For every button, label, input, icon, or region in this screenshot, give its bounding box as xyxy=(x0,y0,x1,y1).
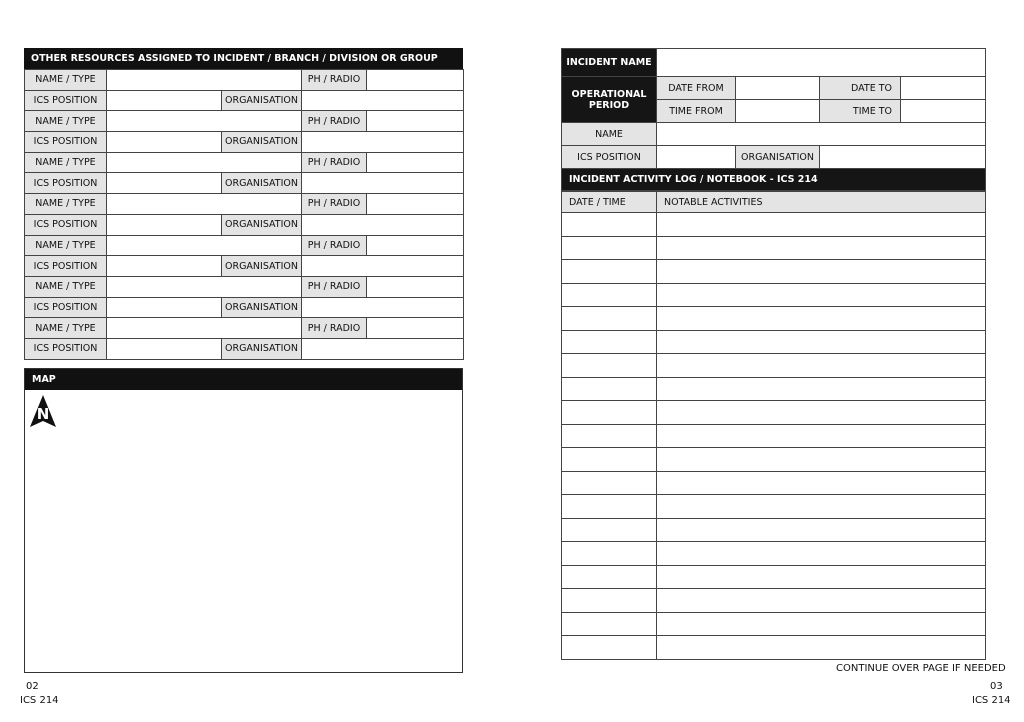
activity-log-row xyxy=(562,260,986,284)
ics-position-field[interactable] xyxy=(657,146,736,169)
ics-position-label: ICS POSITION xyxy=(562,146,657,169)
name-type-label: NAME / TYPE xyxy=(25,318,107,339)
ph-radio-label: PH / RADIO xyxy=(302,111,367,132)
date-time-cell[interactable] xyxy=(562,636,657,660)
organisation-label: ORGANISATION xyxy=(222,132,302,153)
ph-radio-label: PH / RADIO xyxy=(302,318,367,339)
date-time-cell[interactable] xyxy=(562,542,657,566)
notable-activities-cell[interactable] xyxy=(657,401,986,425)
notable-activities-cell[interactable] xyxy=(657,448,986,472)
date-time-cell[interactable] xyxy=(562,518,657,542)
date-time-cell[interactable] xyxy=(562,424,657,448)
resource-name-row xyxy=(25,276,464,297)
organisation-label: ORGANISATION xyxy=(222,338,302,359)
date-time-cell[interactable] xyxy=(562,213,657,237)
name-label: NAME xyxy=(562,123,657,146)
date-time-cell[interactable] xyxy=(562,471,657,495)
right-form-code: ICS 214 xyxy=(972,695,1011,706)
name-type-label: NAME / TYPE xyxy=(25,194,107,215)
ics-position-label: ICS POSITION xyxy=(25,90,107,111)
date-time-cell[interactable] xyxy=(562,401,657,425)
ph-radio-field[interactable] xyxy=(367,152,464,173)
time-from-field[interactable] xyxy=(736,100,820,123)
incident-name-label: INCIDENT NAME xyxy=(562,49,657,77)
notable-activities-cell[interactable] xyxy=(657,471,986,495)
ph-radio-label: PH / RADIO xyxy=(302,276,367,297)
activity-log-row xyxy=(562,401,986,425)
left-page-number: 02 xyxy=(26,681,39,692)
name-type-field[interactable] xyxy=(107,111,302,132)
activity-log-row xyxy=(562,236,986,260)
name-type-label: NAME / TYPE xyxy=(25,70,107,91)
activity-log-title: INCIDENT ACTIVITY LOG / NOTEBOOK - ICS 214 xyxy=(562,169,986,191)
right-page-number: 03 xyxy=(990,681,1003,692)
ics-position-field[interactable] xyxy=(107,256,222,277)
ics-position-label: ICS POSITION xyxy=(25,132,107,153)
name-type-field[interactable] xyxy=(107,194,302,215)
notable-activities-cell[interactable] xyxy=(657,636,986,660)
organisation-field[interactable] xyxy=(820,146,986,169)
ics-position-field[interactable] xyxy=(107,214,222,235)
notable-activities-cell[interactable] xyxy=(657,377,986,401)
organisation-field[interactable] xyxy=(302,256,464,277)
ph-radio-field[interactable] xyxy=(367,194,464,215)
activity-log-row xyxy=(562,495,986,519)
date-to-field[interactable] xyxy=(901,77,986,100)
ph-radio-label: PH / RADIO xyxy=(302,194,367,215)
ph-radio-field[interactable] xyxy=(367,235,464,256)
resource-name-row xyxy=(25,194,464,215)
organisation-label: ORGANISATION xyxy=(222,90,302,111)
name-type-label: NAME / TYPE xyxy=(25,111,107,132)
activity-log-table xyxy=(561,191,986,660)
ics-position-label: ICS POSITION xyxy=(25,256,107,277)
date-time-cell[interactable] xyxy=(562,260,657,284)
organisation-label: ORGANISATION xyxy=(222,173,302,194)
organisation-label: ORGANISATION xyxy=(222,214,302,235)
organisation-label: ORGANISATION xyxy=(222,297,302,318)
activity-log-row xyxy=(562,213,986,237)
map-drawing-area[interactable] xyxy=(25,390,462,672)
organisation-label: ORGANISATION xyxy=(222,256,302,277)
activity-log-row xyxy=(562,542,986,566)
date-time-cell[interactable] xyxy=(562,448,657,472)
name-type-field[interactable] xyxy=(107,70,302,91)
activity-log-row xyxy=(562,518,986,542)
date-time-cell[interactable] xyxy=(562,354,657,378)
ph-radio-label: PH / RADIO xyxy=(302,235,367,256)
activity-log-row xyxy=(562,377,986,401)
date-time-cell[interactable] xyxy=(562,330,657,354)
date-time-cell[interactable] xyxy=(562,589,657,613)
ph-radio-field[interactable] xyxy=(367,276,464,297)
activity-log-row xyxy=(562,424,986,448)
activity-log-row xyxy=(562,283,986,307)
notable-activities-cell[interactable] xyxy=(657,589,986,613)
resource-position-row xyxy=(25,132,464,153)
date-from-label: DATE FROM xyxy=(657,77,736,100)
ph-radio-label: PH / RADIO xyxy=(302,152,367,173)
activity-log-row xyxy=(562,307,986,331)
organisation-field[interactable] xyxy=(302,214,464,235)
activity-log-row xyxy=(562,565,986,589)
ph-radio-field[interactable] xyxy=(367,70,464,91)
ics-position-label: ICS POSITION xyxy=(25,338,107,359)
notable-activities-cell[interactable] xyxy=(657,260,986,284)
notable-activities-column-header: NOTABLE ACTIVITIES xyxy=(657,192,986,213)
notable-activities-cell[interactable] xyxy=(657,307,986,331)
resource-position-row xyxy=(25,90,464,111)
notable-activities-cell[interactable] xyxy=(657,495,986,519)
ics-position-field[interactable] xyxy=(107,338,222,359)
ph-radio-field[interactable] xyxy=(367,318,464,339)
map-section-title: MAP xyxy=(25,369,462,390)
resource-position-row xyxy=(25,214,464,235)
ics-position-field[interactable] xyxy=(107,90,222,111)
incident-name-field[interactable] xyxy=(657,49,986,77)
ics-position-label: ICS POSITION xyxy=(25,214,107,235)
date-time-cell[interactable] xyxy=(562,495,657,519)
organisation-label: ORGANISATION xyxy=(736,146,820,169)
date-time-cell[interactable] xyxy=(562,565,657,589)
date-time-cell[interactable] xyxy=(562,236,657,260)
continue-note: CONTINUE OVER PAGE IF NEEDED xyxy=(836,663,1006,674)
notable-activities-cell[interactable] xyxy=(657,354,986,378)
organisation-field[interactable] xyxy=(302,338,464,359)
date-from-field[interactable] xyxy=(736,77,820,100)
resource-position-row xyxy=(25,256,464,277)
resource-name-row xyxy=(25,235,464,256)
organisation-field[interactable] xyxy=(302,90,464,111)
organisation-field[interactable] xyxy=(302,297,464,318)
resource-name-row xyxy=(25,152,464,173)
name-field[interactable] xyxy=(657,123,986,146)
resource-position-row xyxy=(25,173,464,194)
name-type-label: NAME / TYPE xyxy=(25,152,107,173)
ics-position-label: ICS POSITION xyxy=(25,297,107,318)
name-type-field[interactable] xyxy=(107,235,302,256)
activity-log-row xyxy=(562,589,986,613)
organisation-field[interactable] xyxy=(302,173,464,194)
ics-position-field[interactable] xyxy=(107,132,222,153)
date-to-label: DATE TO xyxy=(820,77,901,100)
resources-section-title: OTHER RESOURCES ASSIGNED TO INCIDENT / BRANCH / DIVISION OR GROUP xyxy=(24,48,463,69)
notable-activities-cell[interactable] xyxy=(657,565,986,589)
other-resources-section xyxy=(24,48,463,360)
date-time-cell[interactable] xyxy=(562,377,657,401)
date-time-cell[interactable] xyxy=(562,307,657,331)
incident-header-table xyxy=(561,48,986,191)
date-time-cell[interactable] xyxy=(562,283,657,307)
time-from-label: TIME FROM xyxy=(657,100,736,123)
date-time-cell[interactable] xyxy=(562,612,657,636)
activity-log-row xyxy=(562,636,986,660)
activity-log-row xyxy=(562,612,986,636)
name-type-field[interactable] xyxy=(107,152,302,173)
organisation-field[interactable] xyxy=(302,132,464,153)
notable-activities-cell[interactable] xyxy=(657,612,986,636)
ics-position-label: ICS POSITION xyxy=(25,173,107,194)
notable-activities-cell[interactable] xyxy=(657,283,986,307)
time-to-field[interactable] xyxy=(901,100,986,123)
notable-activities-cell[interactable] xyxy=(657,518,986,542)
activity-log-row xyxy=(562,448,986,472)
notable-activities-cell[interactable] xyxy=(657,330,986,354)
ph-radio-field[interactable] xyxy=(367,111,464,132)
activity-log-row xyxy=(562,354,986,378)
name-type-field[interactable] xyxy=(107,318,302,339)
name-type-label: NAME / TYPE xyxy=(25,276,107,297)
resource-position-row xyxy=(25,338,464,359)
resource-name-row xyxy=(25,318,464,339)
ics-position-field[interactable] xyxy=(107,173,222,194)
map-section xyxy=(24,368,463,673)
notable-activities-cell[interactable] xyxy=(657,213,986,237)
activity-log-row xyxy=(562,330,986,354)
operational-period-label: OPERATIONAL PERIOD xyxy=(562,77,657,123)
time-to-label: TIME TO xyxy=(820,100,901,123)
incident-activity-log-page xyxy=(561,48,985,660)
resource-name-row xyxy=(25,70,464,91)
ics-position-field[interactable] xyxy=(107,297,222,318)
activity-log-row xyxy=(562,471,986,495)
notable-activities-cell[interactable] xyxy=(657,424,986,448)
date-time-column-header: DATE / TIME xyxy=(562,192,657,213)
resource-position-row xyxy=(25,297,464,318)
notable-activities-cell[interactable] xyxy=(657,542,986,566)
resources-table xyxy=(24,69,464,360)
north-arrow-letter: N xyxy=(36,405,50,423)
notable-activities-cell[interactable] xyxy=(657,236,986,260)
name-type-label: NAME / TYPE xyxy=(25,235,107,256)
name-type-field[interactable] xyxy=(107,276,302,297)
ph-radio-label: PH / RADIO xyxy=(302,70,367,91)
left-form-code: ICS 214 xyxy=(20,695,59,706)
resource-name-row xyxy=(25,111,464,132)
